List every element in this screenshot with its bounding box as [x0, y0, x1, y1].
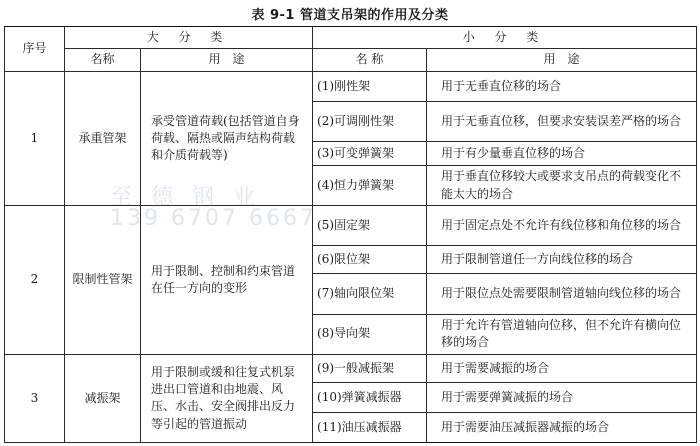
item-name: (11)油压减振器 [313, 412, 427, 442]
group-use: 承受管道荷载(包括管道自身荷载、隔热或隔声结构荷载和介质荷载等) [141, 71, 313, 205]
item-name: (1)刚性架 [313, 71, 427, 101]
watermark-text: 至 德 钢 业 [110, 185, 261, 210]
group-name: 限制性管架 [65, 206, 141, 354]
group-seq: 2 [5, 206, 65, 354]
table-row [5, 71, 697, 101]
item-use: 用于垂直位移较大或要求支吊点的荷载变化不能太大的场合 [427, 166, 697, 206]
item-name: (3)可变弹簧架 [313, 142, 427, 166]
item-use: 用于有少量垂直位移的场合 [427, 142, 697, 166]
item-name: (4)恒力弹簧架 [313, 166, 427, 206]
item-name: (5)固定架 [313, 206, 427, 246]
table-row [5, 354, 697, 382]
table-title: 表 9-1 管道支吊架的作用及分类 [251, 8, 449, 23]
item-use: 用于限制管道任一方向线位移的场合 [427, 246, 697, 274]
item-name: (7)轴向限位架 [313, 274, 427, 314]
header-use: 用 途 [141, 49, 313, 71]
group-seq: 3 [5, 354, 65, 442]
item-name: (10)弹簧减振器 [313, 382, 427, 412]
header-seq: 序号 [5, 27, 65, 72]
group-name: 承重管架 [65, 71, 141, 205]
header-big-class: 大 分 类 [65, 27, 313, 49]
item-name: (9)一般减振架 [313, 354, 427, 382]
item-use: 用于需要弹簧减振的场合 [427, 382, 697, 412]
item-use: 用于需要油压减振器减振的场合 [427, 412, 697, 442]
item-use: 用于固定点处不允许有线位移和角位移的场合 [427, 206, 697, 246]
header-small-class: 小 分 类 [313, 27, 697, 49]
header-small-use: 用 途 [427, 49, 697, 71]
item-use: 用于无垂直位移的场合 [427, 71, 697, 101]
header-small-name: 名 称 [313, 49, 427, 71]
item-use: 用于无垂直位移，但要求安装误差严格的场合 [427, 101, 697, 141]
item-use: 用于限位点处需要限制管道轴向线位移的场合 [427, 274, 697, 314]
group-name: 减振架 [65, 354, 141, 442]
group-use: 用于限制、控制和约束管道在任一方向的变形 [141, 206, 313, 354]
item-name: (8)导向架 [313, 314, 427, 354]
support-hanger-table [4, 26, 697, 443]
header-name: 名称 [65, 49, 141, 71]
watermark-phone: 139 6707 6667 [110, 206, 317, 231]
item-use: 用于允许有管道轴向位移，但不允许有横向位移的场合 [427, 314, 697, 354]
group-seq: 1 [5, 71, 65, 205]
group-use: 用于限制或缓和往复式机泵进出口管道和由地震、风压、水击、安全阀排出反力等引起的管道振动 [141, 354, 313, 442]
table-row [5, 206, 697, 246]
item-name: (6)限位架 [313, 246, 427, 274]
item-name: (2)可调刚性架 [313, 101, 427, 141]
item-use: 用于需要减振的场合 [427, 354, 697, 382]
